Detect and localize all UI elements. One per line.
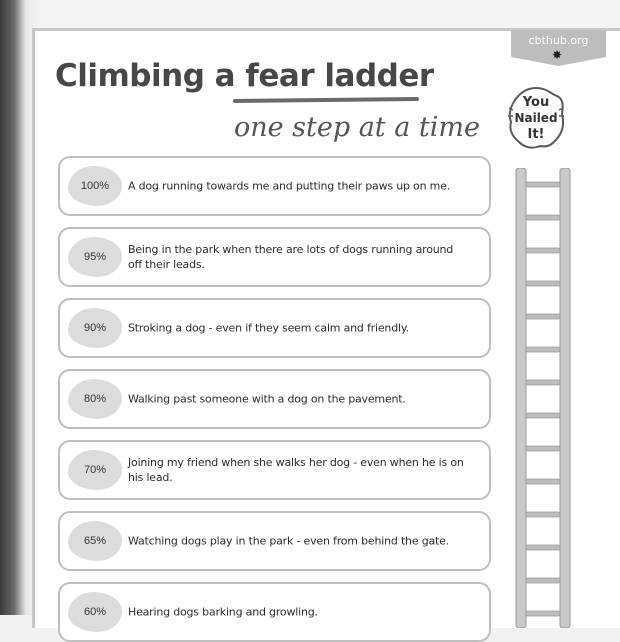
ladder-step-card bbox=[58, 227, 491, 287]
step-percentage: 100% bbox=[68, 166, 122, 206]
step-percentage: 95% bbox=[68, 237, 122, 277]
site-name: cbthub.org bbox=[528, 34, 589, 47]
step-description: Walking past someone with a dog on the pavement. bbox=[128, 392, 406, 406]
badge-line-2: Nailed bbox=[514, 111, 558, 125]
badge-line-3: It! bbox=[527, 127, 545, 142]
step-percentage: 70% bbox=[68, 450, 122, 490]
step-percentage: 60% bbox=[68, 592, 122, 632]
badge-line-1: You bbox=[522, 95, 550, 110]
step-description: Joining my friend when she walks her dog - even when he is on his lead. bbox=[128, 456, 464, 484]
step-description: Stroking a dog - even if they seem calm and friendly. bbox=[128, 321, 409, 335]
you-nailed-it-badge-icon bbox=[507, 86, 565, 150]
ladder-step-card bbox=[58, 156, 491, 216]
step-percentage: 80% bbox=[68, 379, 122, 419]
ladder-icon bbox=[510, 168, 578, 628]
step-percentage: 90% bbox=[68, 308, 122, 348]
star-icon: ✸ bbox=[552, 48, 563, 62]
step-description: Being in the park when there are lots of dogs running around off their leads. bbox=[128, 243, 454, 271]
ladder-step-card bbox=[58, 369, 491, 429]
ladder-step-card bbox=[58, 298, 491, 358]
ladder-step-card bbox=[58, 511, 491, 571]
step-description: A dog running towards me and putting their paws up on me. bbox=[128, 179, 451, 193]
page-subtitle: one step at a time bbox=[233, 112, 480, 143]
ladder-step-card bbox=[58, 582, 491, 642]
page-title: Climbing a fear ladder bbox=[55, 58, 434, 94]
step-percentage: 65% bbox=[68, 521, 122, 561]
ladder-step-card bbox=[58, 440, 491, 500]
step-description: Watching dogs play in the park - even from behind the gate. bbox=[128, 534, 449, 548]
step-description: Hearing dogs barking and growling. bbox=[128, 605, 318, 619]
